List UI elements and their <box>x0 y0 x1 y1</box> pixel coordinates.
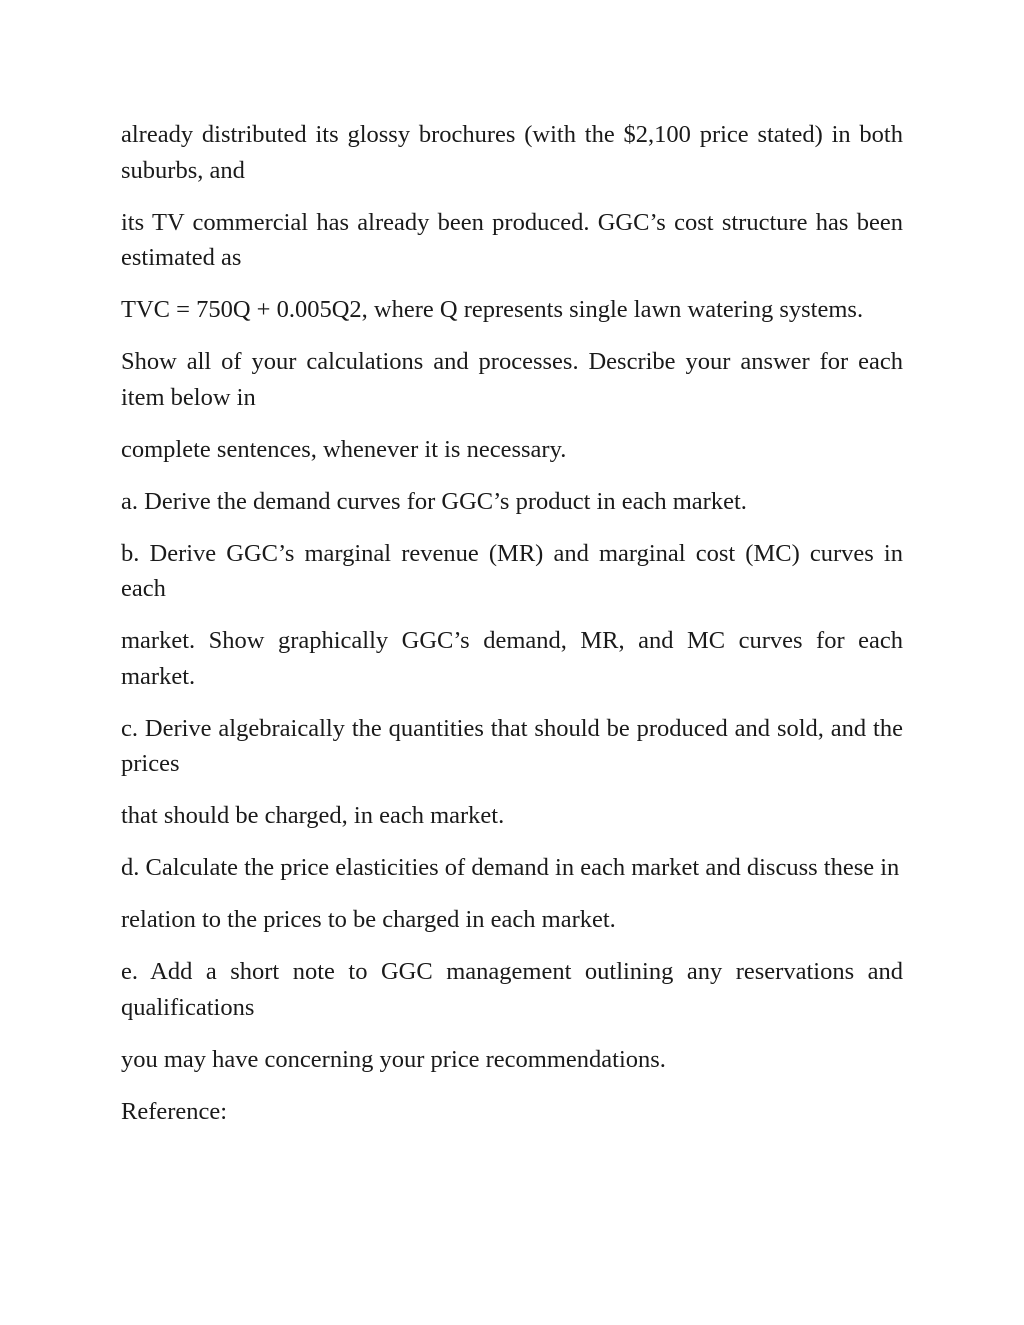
question-d-continued: relation to the prices to be charged in each market. <box>121 906 616 933</box>
paragraph-tv-commercial: its TV commercial has already been produced. GGC’s cost structure has been estimated as <box>121 208 903 271</box>
question-c-continued: that should be charged, in each market. <box>121 802 505 829</box>
paragraph-cost-equation: TVC = 750Q + 0.005Q2, where Q represents single lawn watering systems. <box>121 296 864 323</box>
question-e-continued: you may have concerning your price recommendations. <box>121 1045 666 1073</box>
question-b: b. Derive GGC’s marginal revenue (MR) and marginal cost (MC) curves in each <box>121 539 903 602</box>
question-b-continued: market. Show graphically GGC’s demand, MR, and MC curves for each market. <box>121 627 903 690</box>
paragraph-instructions: Show all of your calculations and processes. Describe your answer for each item below in <box>121 348 903 411</box>
question-c: c. Derive algebraically the quantities that should be produced and sold, and the prices <box>121 714 903 777</box>
paragraph-brochures: already distributed its glossy brochures (with the $2,100 price stated) in both suburbs, and <box>121 121 903 184</box>
paragraph-instructions-continued: complete sentences, whenever it is necessary. <box>121 435 567 463</box>
question-e: e. Add a short note to GGC management outlining any reservations and qualifications <box>121 958 903 1021</box>
question-d: d. Calculate the price elasticities of demand in each market and discuss these in <box>121 854 900 881</box>
document-page <box>121 117 903 1146</box>
question-a: a. Derive the demand curves for GGC’s product in each market. <box>121 487 747 515</box>
reference-heading: Reference: <box>121 1097 228 1125</box>
